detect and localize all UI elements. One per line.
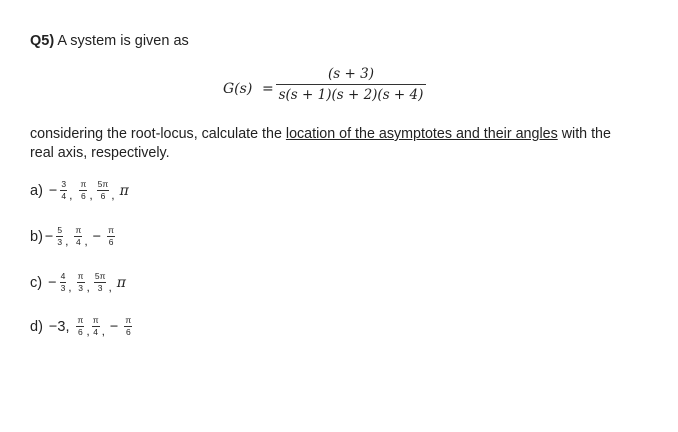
fraction <box>77 272 85 293</box>
question-heading <box>30 33 189 49</box>
comma: , <box>68 279 72 294</box>
numerator: 5π <box>97 179 109 189</box>
paragraph-text-after: with the real axis, respectively. <box>30 126 611 161</box>
denominator: 3 <box>78 283 83 293</box>
fraction <box>79 180 87 201</box>
question-text: A system is given as <box>54 33 189 49</box>
option-c-label: c) <box>30 274 43 291</box>
minus-sign: − <box>109 318 119 335</box>
fraction <box>97 180 110 201</box>
numerator: π <box>125 315 132 325</box>
denominator: 6 <box>125 327 131 337</box>
denominator: 6 <box>100 191 106 201</box>
comma: , <box>86 279 90 294</box>
comma: , <box>69 187 73 202</box>
numerator: 3 <box>61 179 67 189</box>
comma: , <box>65 233 69 248</box>
comma: , <box>89 187 93 202</box>
equation-lhs: G(s) <box>223 81 253 97</box>
option-b-label: b) <box>30 228 43 245</box>
fraction <box>56 226 63 247</box>
pi-symbol: π <box>116 274 126 291</box>
fraction-bar <box>276 84 426 85</box>
denominator: 6 <box>108 237 114 247</box>
numerator: π <box>77 315 84 325</box>
option-a-label: a) <box>30 182 43 199</box>
option-d-lead-value: −3, <box>48 318 70 335</box>
fraction <box>124 316 132 337</box>
numerator: π <box>75 225 82 235</box>
minus-sign: − <box>48 274 57 291</box>
equation-numerator: (s + 3) <box>328 66 374 82</box>
numerator: 5 <box>57 225 63 235</box>
denominator: 3 <box>97 283 103 293</box>
option-d-label: d) <box>30 318 43 335</box>
numerator: π <box>77 271 84 281</box>
denominator: 4 <box>61 191 67 201</box>
option-b[interactable] <box>30 226 116 247</box>
question-paragraph <box>30 125 630 163</box>
minus-sign: − <box>48 182 58 199</box>
fraction <box>60 180 67 201</box>
numerator: 4 <box>60 271 66 281</box>
numerator: 5π <box>94 271 106 281</box>
fraction <box>74 226 82 247</box>
denominator: 4 <box>76 237 81 247</box>
paragraph-text-before: considering the root-locus, calculate the <box>30 126 286 142</box>
comma: , <box>101 323 105 338</box>
denominator: 6 <box>78 327 83 337</box>
denominator: 3 <box>57 237 63 247</box>
minus-sign: − <box>44 228 54 245</box>
paragraph-underlined: location of the asymptotes and their angles <box>285 126 558 142</box>
fraction <box>94 272 107 293</box>
question-number: Q5) <box>30 33 55 49</box>
minus-sign: − <box>92 228 102 245</box>
option-a[interactable] <box>30 180 129 201</box>
comma: , <box>111 187 115 202</box>
numerator: π <box>108 225 115 235</box>
equation-denominator: s(s + 1)(s + 2)(s + 4) <box>278 87 424 103</box>
fraction <box>60 272 67 293</box>
denominator: 4 <box>93 327 98 337</box>
fraction <box>76 316 84 337</box>
equation-equals: = <box>262 81 274 97</box>
transfer-function-fraction <box>276 66 426 103</box>
pi-symbol: π <box>119 182 129 199</box>
option-c[interactable] <box>30 272 126 293</box>
numerator: π <box>80 179 87 189</box>
denominator: 6 <box>81 191 86 201</box>
option-d[interactable] <box>30 316 133 337</box>
fraction <box>107 226 115 247</box>
numerator: π <box>92 315 99 325</box>
fraction <box>92 316 100 337</box>
comma: , <box>86 323 90 338</box>
denominator: 3 <box>60 283 66 293</box>
comma: , <box>108 279 112 294</box>
comma: , <box>84 233 88 248</box>
